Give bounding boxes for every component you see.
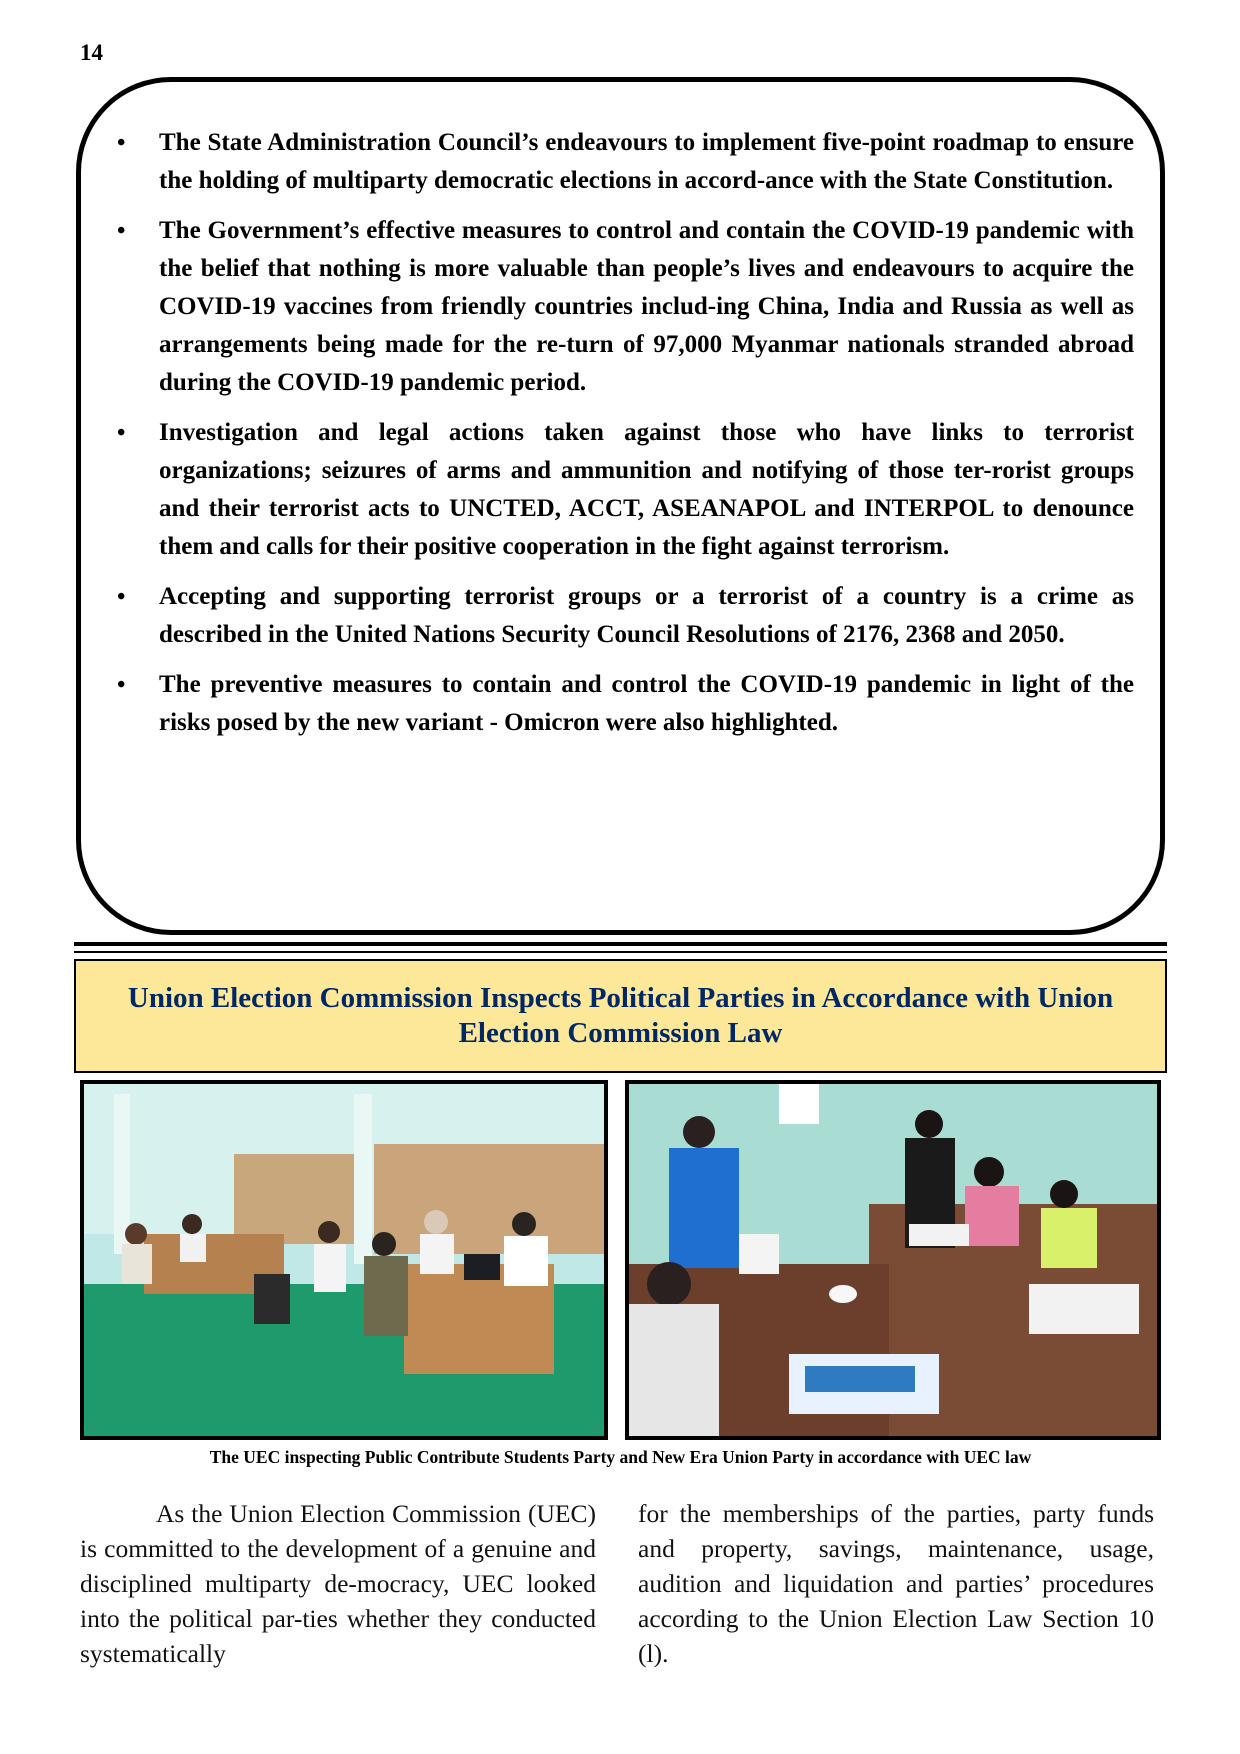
bullet-text: Investigation and legal actions taken against those who have links to terrorist organizations; seizures of arms and ammunition and notifying of those ter-rorist groups and their terrorist acts to UNCTED, ACCT, ASEANAPOL and INTERPOL to denounce them and calls for their positive cooperation in the fight against terrorism.: [159, 419, 1134, 560]
photo-caption: The UEC inspecting Public Contribute Students Party and New Era Union Party in accordance with UEC law: [209, 1447, 1032, 1467]
bullet-dot-icon: •: [117, 420, 126, 446]
bullet-item: [117, 578, 1134, 654]
section-divider-thin: [74, 951, 1167, 953]
article-body-right-column: for the memberships of the parties, party funds and property, savings, maintenance, usage, audition and liquidation and parties’ procedures according to the Union Election Law Section 10 (l).: [638, 1499, 1154, 1668]
bullet-item: [117, 414, 1134, 566]
bullet-points-box: [76, 77, 1165, 935]
section-divider: [74, 942, 1167, 946]
article-headline-box: [74, 959, 1167, 1073]
bullet-item: [117, 666, 1134, 742]
bullet-dot-icon: •: [117, 672, 126, 698]
bullet-list: [117, 124, 1134, 754]
bullet-item: [117, 212, 1134, 402]
photo-illustration: [84, 1084, 604, 1436]
bullet-dot-icon: •: [117, 130, 126, 156]
bullet-dot-icon: •: [117, 584, 126, 610]
bullet-text: Accepting and supporting terrorist groups or a terrorist of a country is a crime as described in the United Nations Security Council Resolutions of 2176, 2368 and 2050.: [159, 583, 1134, 648]
bullet-text: The Government’s effective measures to control and contain the COVID-19 pandemic with the belief that nothing is more valuable than people’s lives and endeavours to acquire the COVID-19 vaccines from friendly countries includ-ing China, India and Russia as well as arrangements being made for the re-turn of 97,000 Myanmar nationals stranded abroad during the COVID-19 pandemic period.: [159, 217, 1134, 396]
bullet-dot-icon: •: [117, 218, 126, 244]
photo-illustration: [629, 1084, 1157, 1436]
article-headline: Union Election Commission Inspects Political Parties in Accordance with Union Election Commission Law: [127, 982, 1114, 1049]
photo-uec-meeting-table: [625, 1080, 1161, 1440]
bullet-item: [117, 124, 1134, 200]
photo-uec-inspection-hall: [80, 1080, 608, 1440]
page-number: 14: [80, 40, 103, 65]
bullet-text: The State Administration Council’s endeavours to implement five-point roadmap to ensure the holding of multiparty democratic elections in accord-ance with the State Constitution.: [159, 129, 1134, 194]
bullet-text: The preventive measures to contain and control the COVID-19 pandemic in light of the risks posed by the new variant - Omicron were also highlighted.: [159, 671, 1134, 736]
article-body-left-column: As the Union Election Commission (UEC) is committed to the development of a genuine and disciplined multiparty de-mocracy, UEC looked into the political par-ties whether they conducted systematically: [80, 1499, 596, 1668]
